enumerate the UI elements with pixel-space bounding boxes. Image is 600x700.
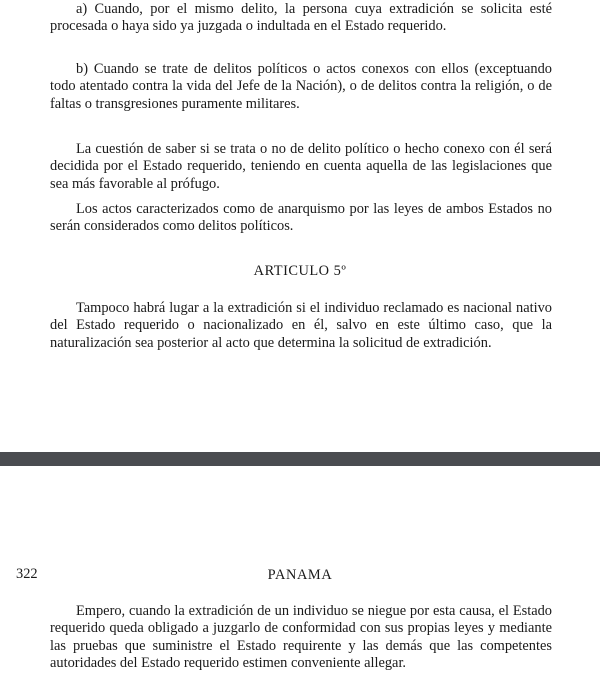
- article-heading: ARTICULO 5º: [253, 263, 347, 279]
- page-divider: [0, 452, 600, 466]
- running-head: PANAMA: [267, 567, 333, 583]
- paragraph-political-offense: La cuestión de saber si se trata o no de delito político o hecho conexo con él será decidida por el Estado requerido, teniendo en cuenta aquella de las legislaciones que sea más favorable al prófugo.: [50, 141, 552, 192]
- paragraph-article-5: Tampoco habrá lugar a la extradición si el individuo reclamado es nacional nativo del Estado requerido o nacionalizado en él, salvo en este último caso, que la naturalización sea posterior al acto que determina la solicitud de extradición.: [50, 300, 552, 351]
- bottom-page: [0, 466, 600, 700]
- paragraph-a: a) Cuando, por el mismo delito, la persona cuya extradición se solicita esté procesada o haya sido ya juzgada o indultada en el Estado requerido.: [50, 1, 552, 35]
- paragraph-anarchism: Los actos caracterizados como de anarquismo por las leyes de ambos Estados no serán considerados como delitos políticos.: [50, 201, 552, 235]
- paragraph-empero: Empero, cuando la extradición de un individuo se niegue por esta causa, el Estado requerido queda obligado a juzgarlo de conformidad con sus propias leyes y mediante las pruebas que suministre el Estado requirente y las demás que las competentes autoridades del Estado requerido estimen conveniente allegar.: [50, 603, 552, 672]
- page-number: 322: [16, 566, 38, 582]
- paragraph-b: b) Cuando se trate de delitos políticos o actos conexos con ellos (exceptuando todo atentado contra la vida del Jefe de la Nación), o de delitos contra la religión, o de faltas o transgresiones puramente militares.: [50, 61, 552, 112]
